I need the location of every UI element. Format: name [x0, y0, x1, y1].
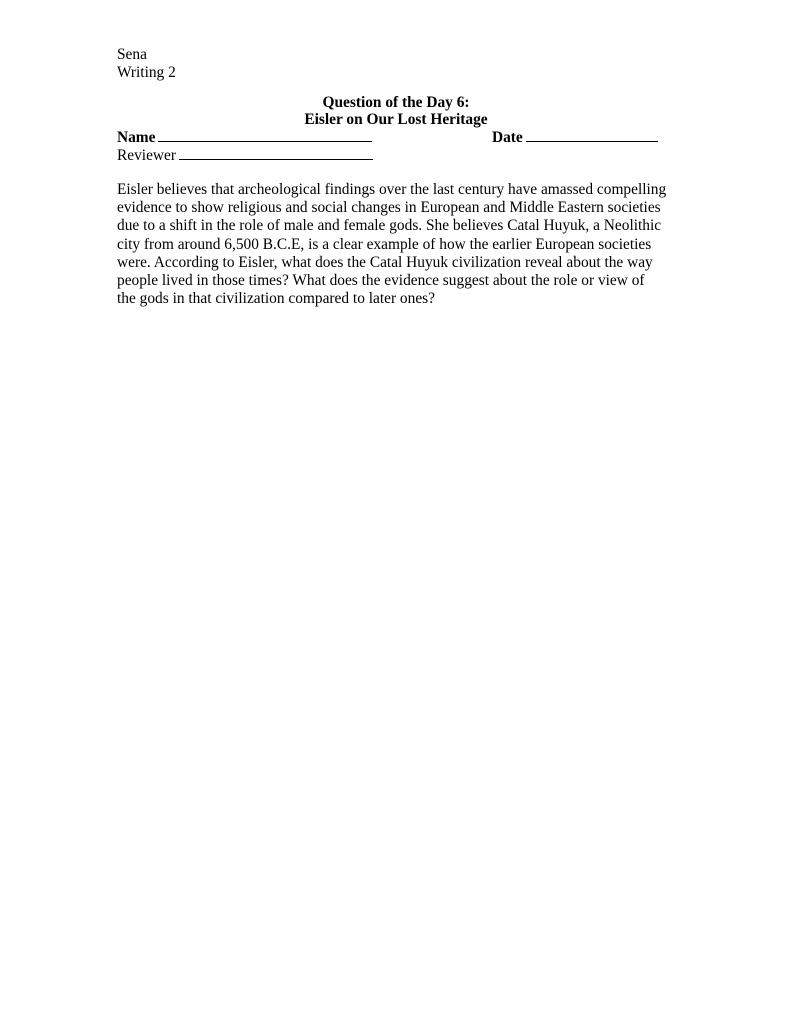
- prompt-line: due to a shift in the role of male and female gods. She believes Catal Huyuk, a Neolithic: [117, 217, 662, 235]
- document-page: [117, 46, 677, 308]
- prompt-line: were. According to Eisler, what does the Catal Huyuk civilization reveal about the way: [117, 253, 653, 271]
- name-date-row: [117, 128, 677, 146]
- name-label: Name: [117, 129, 156, 146]
- title-line-2: Eisler on Our Lost Heritage: [304, 111, 488, 128]
- prompt-paragraph: [117, 181, 677, 308]
- date-field: [492, 128, 658, 147]
- reviewer-blank-line: [179, 146, 373, 160]
- name-blank-line: [158, 128, 372, 142]
- student-name: Sena: [117, 46, 147, 63]
- prompt-line: people lived in those times? What does the evidence suggest about the role or view of: [117, 271, 645, 289]
- prompt-line: Eisler believes that archeological findings over the last century have amassed compelling: [117, 181, 667, 198]
- course-name: Writing 2: [117, 64, 176, 81]
- prompt-line: evidence to show religious and social changes in European and Middle Eastern societies: [117, 199, 661, 217]
- prompt-line: the gods in that civilization compared to later ones?: [117, 290, 435, 308]
- date-label: Date: [492, 129, 523, 146]
- title-block: [117, 94, 675, 128]
- reviewer-field: [117, 146, 677, 164]
- title-line-1: Question of the Day 6:: [322, 94, 470, 111]
- prompt-line: city from around 6,500 B.C.E, is a clear example of how the earlier European societies: [117, 235, 652, 253]
- date-blank-line: [526, 128, 658, 142]
- name-field: [117, 128, 372, 147]
- reviewer-label: Reviewer: [117, 147, 176, 164]
